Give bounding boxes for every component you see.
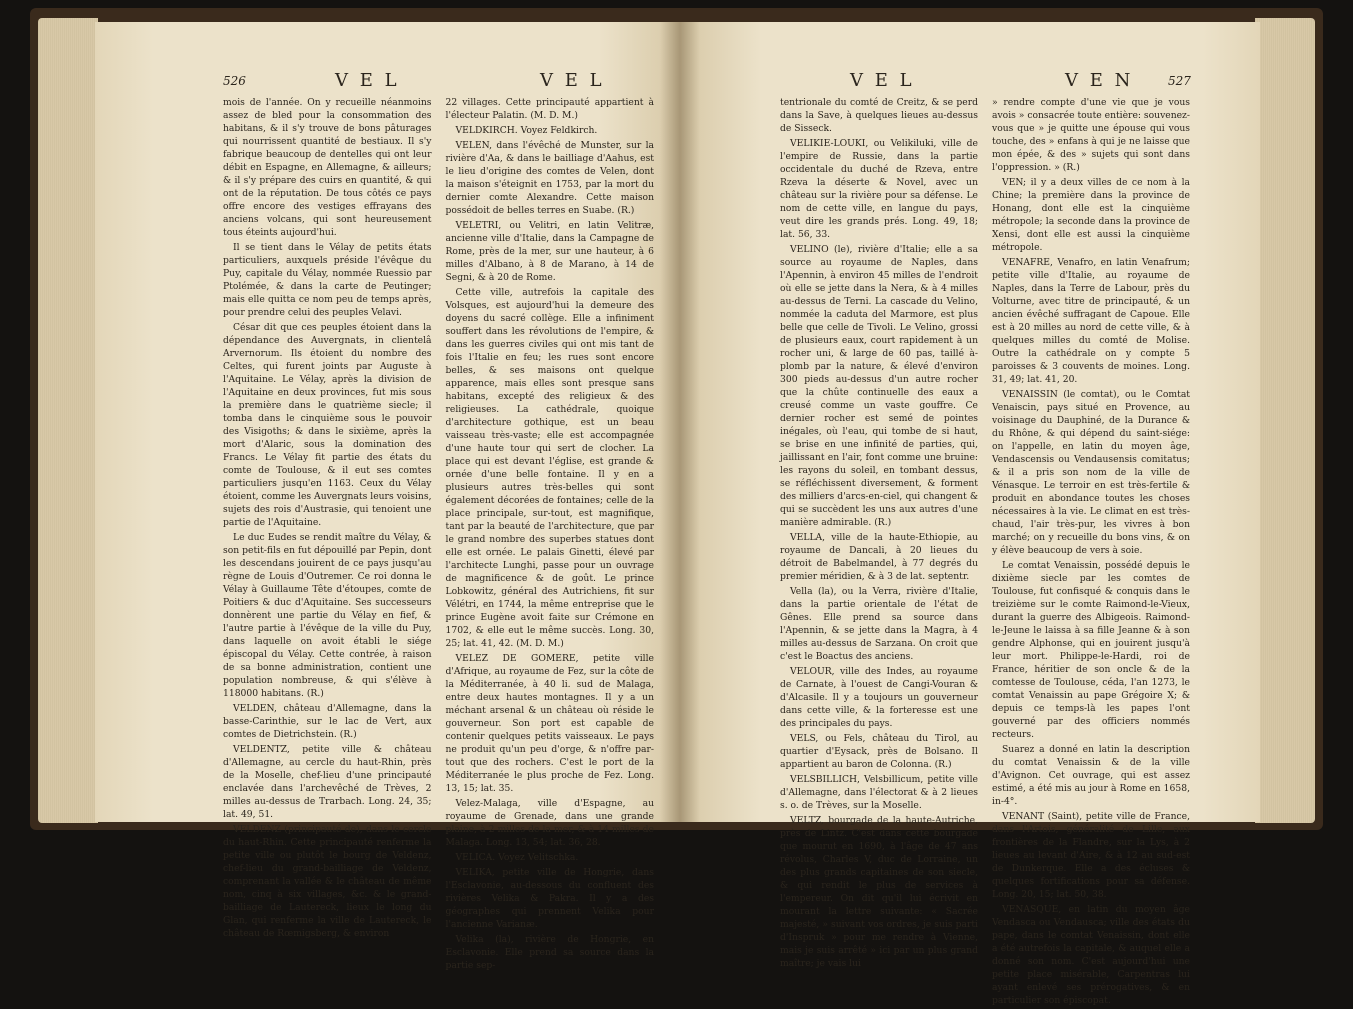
entry: VELETRI, ou Velitri, en latin Velitræ, ancienne ville d'Italie, dans la Campagne de Rome, près de la mer, sur une hauteur, à 6 milles d'Albano, à 8 de Marano, à 14 de Segni, & à 20 de Rome. (445, 220, 654, 283)
left-running-head-2: V E L (540, 70, 605, 91)
entry: VEN; il y a deux villes de ce nom à la Chine; la première dans la province de Honang, dont elle est la cinquième métropole; la seconde dans la province de Xensi, dont elle est aussi la cinquième métropole. (992, 177, 1190, 253)
paragraph: Le comtat Venaissin, possédé depuis le dixième siecle par les comtes de Toulouse, fut confisqué & conquis dans le treizième sur le comte Raimond-le-Vieux, durant la guerre des Albigeois. Raimond-le-Jeune le laissa à sa fille Jeanne & à son gendre Alphonse, qui en jouirent jusqu'à leur mort. Philippe-le-Hardi, roi de France, héritier de son oncle & de la comtesse de Toulouse, céda, l'an 1273, le comtat Venaissin au pape Grégoire X; & depuis ce temps-là les papes l'ont gouverné par des officiers nommés recteurs. (992, 560, 1190, 740)
right-column-1 (780, 96, 978, 1009)
entry: VELIKA, petite ville de Hongrie, dans l'Esclavonie, au-dessous du confluent des rivières Velika & Pakra. Il y a des géographes qui prennent Velika pour l'ancienne Varianæ. (445, 867, 654, 930)
entry: Vella (la), ou la Verra, rivière d'Italie, dans la partie orientale de l'état de Gênes. Elle prend sa source dans l'Apennin, & se jette dans la Magra, à 4 milles au-dessus de Sarzana. On croit que c'est le Boactus des anciens. (780, 586, 978, 662)
entry: VELINO (le), rivière d'Italie; elle a sa source au royaume de Naples, dans l'Apennin, à environ 45 milles de l'endroit où elle se jette dans la Nera, & à 4 milles au-dessus de Terni. La cascade du Velino, nommée la caduta del Marmore, est plus belle que celle de Tivoli. Le Velino, grossi de plusieurs eaux, court rapidement à un rocher uni, & large de 60 pas, taillé à-plomb par la nature, & élevé d'environ 300 pieds au-dessus d'un autre rocher que la chûte continuelle des eaux a creusé comme un vaste gouffre. Ce dernier rocher est semé de pointes inégales, où l'eau, qui tombe de si haut, se brise en une infinité de parties, qui, jaillissant en l'air, font comme une bruine: les rayons du soleil, en tombant dessus, se réfléchissent diversement, & forment des milliers d'arcs-en-ciel, qui changent & qui se succèdent les uns aux autres d'une manière admirable. (R.) (780, 244, 978, 528)
left-page-edges (38, 18, 98, 823)
entry: VENASQUE, en latin du moyen âge Vendasca ou Vendausca; ville des états du pape, dans le comtat Venaissin, dont elle a été autrefois la capitale, & auquel elle a donné son nom. C'est aujourd'hui une petite place misérable, Carpentras lui ayant enlevé ses prérogatives, & en particulier son épiscopat. (992, 904, 1190, 1006)
entry: VENAISSIN (le comtat), ou le Comtat Venaiscin, pays situé en Provence, au voisinage du Dauphiné, de la Durance & du Rhône, & qui dépend du saint-siége: on l'appelle, en latin du moyen âge, Vendascensis ou Vendausensis comitatus; & il a pris son nom de la ville de Vénasque. Le terroir en est très-fertile & produit en abondance toutes les choses nécessaires à la vie. Le climat en est très-chaud, l'air très-pur, les vivres à bon marché; on y recueille du bons vins, & on y élève beaucoup de vers à soie. (992, 389, 1190, 556)
entry: VELS, ou Fels, château du Tirol, au quartier d'Eysack, près de Bolsano. Il appartient au baron de Colonna. (R.) (780, 733, 978, 770)
entry: VELIKIE-LOUKI, ou Velikiluki, ville de l'empire de Russie, dans la partie occidentale du duché de Rzeva, entre Rzeva la déserte & Novel, avec un château sur la rivière pour sa défense. Le nom de cette ville, en langue du pays, veut dire les grands prés. Long. 49, 18; lat. 56, 33. (780, 138, 978, 240)
entry: VELLA, ville de la haute-Ethiopie, au royaume de Dancali, à 20 lieues du détroit de Babelmandel, à 77 degrés du premier méridien, & à 3 de lat. septentr. (780, 532, 978, 582)
paragraph: mois de l'année. On y recueille néanmoins assez de bled pour la consommation des habitans, & il s'y trouve de bons pâturages qui nourrissent quantité de bestiaux. Il s'y fabrique beaucoup de dentelles qui ont leur débit en Espagne, en Allemagne, & ailleurs; & il s'y prépare des cuirs en quantité, & qui ont de la réputation. De tous côtés ce pays offre encore des vestiges effrayans des anciens volcans, qui sont heureusement tous éteints aujourd'hui. (223, 97, 432, 238)
right-page-edges (1255, 18, 1315, 823)
entry: VENANT (Saint), petite ville de France, dans l'Artois, généralité de Lille, aux frontières de la Flandre, sur la Lys, à 2 lieues au levant d'Aire, & à 12 au sud-est de Dunkerque. Elle a des écluses & quelques fortifications pour sa défense. Long. 20, 15; lat. 50, 38. (992, 811, 1190, 900)
entry: VELDENZ (principauté de), dans le cercle du haut-Rhin. Cette principauté renferme la petite ville ou plutôt le bourg de Veldenz, chef-lieu du grand-bailliage de Veldenz, comprenant la vallée & le château de même nom, cinq à six villages, &c. & le grand-bailliage de Lautereck, lieux le long du Glan, qui renferme la ville de Lautereck, le château de Rœmigsberg, & environ (223, 824, 432, 939)
paragraph: Il se tient dans le Vélay de petits états particuliers, auxquels préside l'évêque du Puy, capitale du Vélay, nommée Ruessio par Ptolémée, & dans la carte de Peutinger; mais elle quitta ce nom peu de temps après, pour prendre celui des peuples Velavi. (223, 242, 432, 318)
left-columns (223, 96, 654, 974)
right-page-number: 527 (1168, 74, 1191, 88)
entry: VELEZ DE GOMERE, petite ville d'Afrique, au royaume de Fez, sur la côte de la Méditerranée, à 40 li. sud de Malaga, entre deux hautes montagnes. Il y a un méchant arsenal & un château où réside le gouverneur. Son port est capable de contenir quelques petits vaisseaux. Le pays ne produit qu'un peu d'orge, & n'offre par-tout que des rochers. C'est le port de la Méditerranée le plus proche de Fez. Long. 13, 15; lat. 35. (445, 653, 654, 794)
right-running-head-2: V E N (1065, 70, 1134, 91)
left-page-number: 526 (223, 74, 246, 88)
entry: VELTZ, bourgade de la haute-Autriche, près de Lintz. C'est dans cette bourgade que mourut en 1690, à l'âge de 47 ans révolus, Charles V, duc de Lorraine, un des plus grands capitaines de son siecle, & qui rendit le plus de services à l'empereur. On dit qu'il lui écrivit en mourant la lettre suivante: « Sacrée majesté, » suivant vos ordres, je suis parti d'Inspruk » pour me rendre à Vienne, mais je suis arrêté » ici par un plus grand maître; je vais lui (780, 815, 978, 969)
entry: VENAFRE, Venafro, en latin Venafrum; petite ville d'Italie, au royaume de Naples, dans la Terre de Labour, près du Volturne, avec titre de principauté, & un ancien évêché suffragant de Capoue. Elle est à 20 milles au nord de cette ville, & à quelques milles du comté de Molise. Outre la cathédrale on y compte 5 paroisses & 3 couvents de moines. Long. 31, 49; lat. 41, 20. (992, 257, 1190, 385)
right-page (680, 22, 1260, 1006)
paragraph: César dit que ces peuples étoient dans la dépendance des Auvergnats, in clientelâ Arvernorum. Ils étoient du nombre des Celtes, qui furent joints par Auguste à l'Aquitaine. Le Vélay, après la division de l'Aquitaine en deux provinces, fut mis sous la première dans le quatrième siecle; il tomba dans le cinquième sous le pouvoir des Visigoths; & dans le sixième, après la mort d'Alaric, sous la domination des Francs. Le Vélay fit partie des états du comte de Toulouse, & il eut ses comtes particuliers jusqu'en 1163. Ceux du Vélay étoient, comme les Auvergnats leurs voisins, sujets des rois d'Austrasie, qui tenoient une partie de l'Aquitaine. (223, 322, 432, 528)
entry: Velika (la), rivière de Hongrie, en Esclavonie. Elle prend sa source dans la partie sep- (445, 934, 654, 971)
right-running-head-1: V E L (850, 70, 915, 91)
entry: Velez-Malaga, ville d'Espagne, au royaume de Grenade, dans une grande plaine, à 2 milles de la mer, & à 14 milles de Malaga. Long. 13, 54; lat. 36, 28. (445, 798, 654, 848)
left-column-1 (223, 96, 432, 974)
entry: VELSBILLICH, Velsbillicum, petite ville d'Allemagne, dans l'électorat & à 2 lieues s. o. de Trèves, sur la Moselle. (780, 774, 978, 811)
paragraph: Suarez a donné en latin la description du comtat Venaissin & de la ville d'Avignon. Cet ouvrage, qui est assez estimé, a été mis au jour à Rome en 1658, in-4°. (992, 744, 1190, 807)
entry: VELICA. Voyez Velitschka. (455, 852, 579, 863)
entry: VELDENTZ, petite ville & château d'Allemagne, au cercle du haut-Rhin, près de la Moselle, chef-lieu d'une principauté enclavée dans l'archevêché de Trèves, 2 milles au-dessus de Trarbach. Long. 24, 35; lat. 49, 51. (223, 744, 432, 820)
left-page (95, 22, 680, 971)
entry: VELOUR, ville des Indes, au royaume de Carnate, à l'ouest de Cangi-Vouran & d'Alcasile. Il y a toujours un gouverneur dans cette ville, & la forteresse est une des principales du pays. (780, 666, 978, 729)
entry: VELEN, dans l'évêché de Munster, sur la rivière d'Aa, & dans le bailliage d'Aahus, est le lieu d'origine des comtes de Velen, dont la maison s'éteignit en 1753, par la mort du dernier comte Alexandre. Cette maison possédoit de belles terres en Suabe. (R.) (445, 140, 654, 216)
left-column-2 (446, 96, 655, 974)
right-columns (780, 96, 1190, 1009)
paragraph: Le duc Eudes se rendit maître du Vélay, & son petit-fils en fut dépouillé par Pepin, dont les descendans jouirent de ce pays jusqu'au règne de Louis d'Outremer. Ce roi donna le Vélay à Guillaume Tête d'étoupes, comte de Poitiers & duc d'Aquitaine. Ses successeurs donnèrent une partie du Vélay en fief, & l'autre partie à l'évêque de la ville du Puy, dans laquelle on avoit établi le siége épiscopal du Vélay. Cette contrée, à raison de sa bonne administration, contient une population nombreuse, & qui s'élève à 118000 habitans. (R.) (223, 532, 432, 699)
entry: VELDEN, château d'Allemagne, dans la basse-Carinthie, sur le lac de Vert, aux comtes de Dietrichstein. (R.) (223, 703, 432, 740)
paragraph: tentrionale du comté de Creitz, & se perd dans la Save, à quelques lieues au-dessus de Sisseck. (780, 97, 978, 134)
left-running-head-1: V E L (335, 70, 400, 91)
paragraph: » rendre compte d'une vie que je vous avois » consacrée toute entière: souvenez-vous que » je quitte une épouse qui vous touche, des » enfans à qui je ne laisse que mon épée, & des » sujets qui sont dans l'oppression. » (R.) (992, 97, 1190, 173)
entry: VELDKIRCH. Voyez Feldkirch. (455, 125, 598, 136)
right-column-2 (992, 96, 1190, 1009)
paragraph: 22 villages. Cette principauté appartient à l'électeur Palatin. (M. D. M.) (445, 97, 654, 121)
paragraph: Cette ville, autrefois la capitale des Volsques, est aujourd'hui la demeure des doyens du sacré collège. Elle a infiniment souffert dans les révolutions de l'empire, & dans les guerres civiles qui ont mis tant de fois l'Italie en feu; les rues sont encore belles, & ses maisons ont quelque apparence, mais elles sont presque sans habitans, excepté des religieux & des religieuses. La cathédrale, quoique d'architecture gothique, est un beau vaisseau très-vaste; elle est accompagnée d'une haute tour qui sert de clocher. La place qui est devant l'église, est grande & ornée d'une belle fontaine. Il y en a plusieurs autres très-belles qui sont également décorées de fontaines; celle de la place principale, sur-tout, est magnifique, tant par la beauté de l'architecture, que par le grand nombre des superbes statues dont elle est ornée. Le palais Ginetti, élevé par l'architecte Lunghi, passe pour un ouvrage de magnificence & de goût. Le prince Lobkowitz, général des Autrichiens, fit sur Vélétri, en 1744, la même entreprise que le prince Eugène avoit faite sur Crémone en 1702, & elle eut le même succès. Long. 30, 25; lat. 41, 42. (M. D. M.) (445, 287, 654, 649)
